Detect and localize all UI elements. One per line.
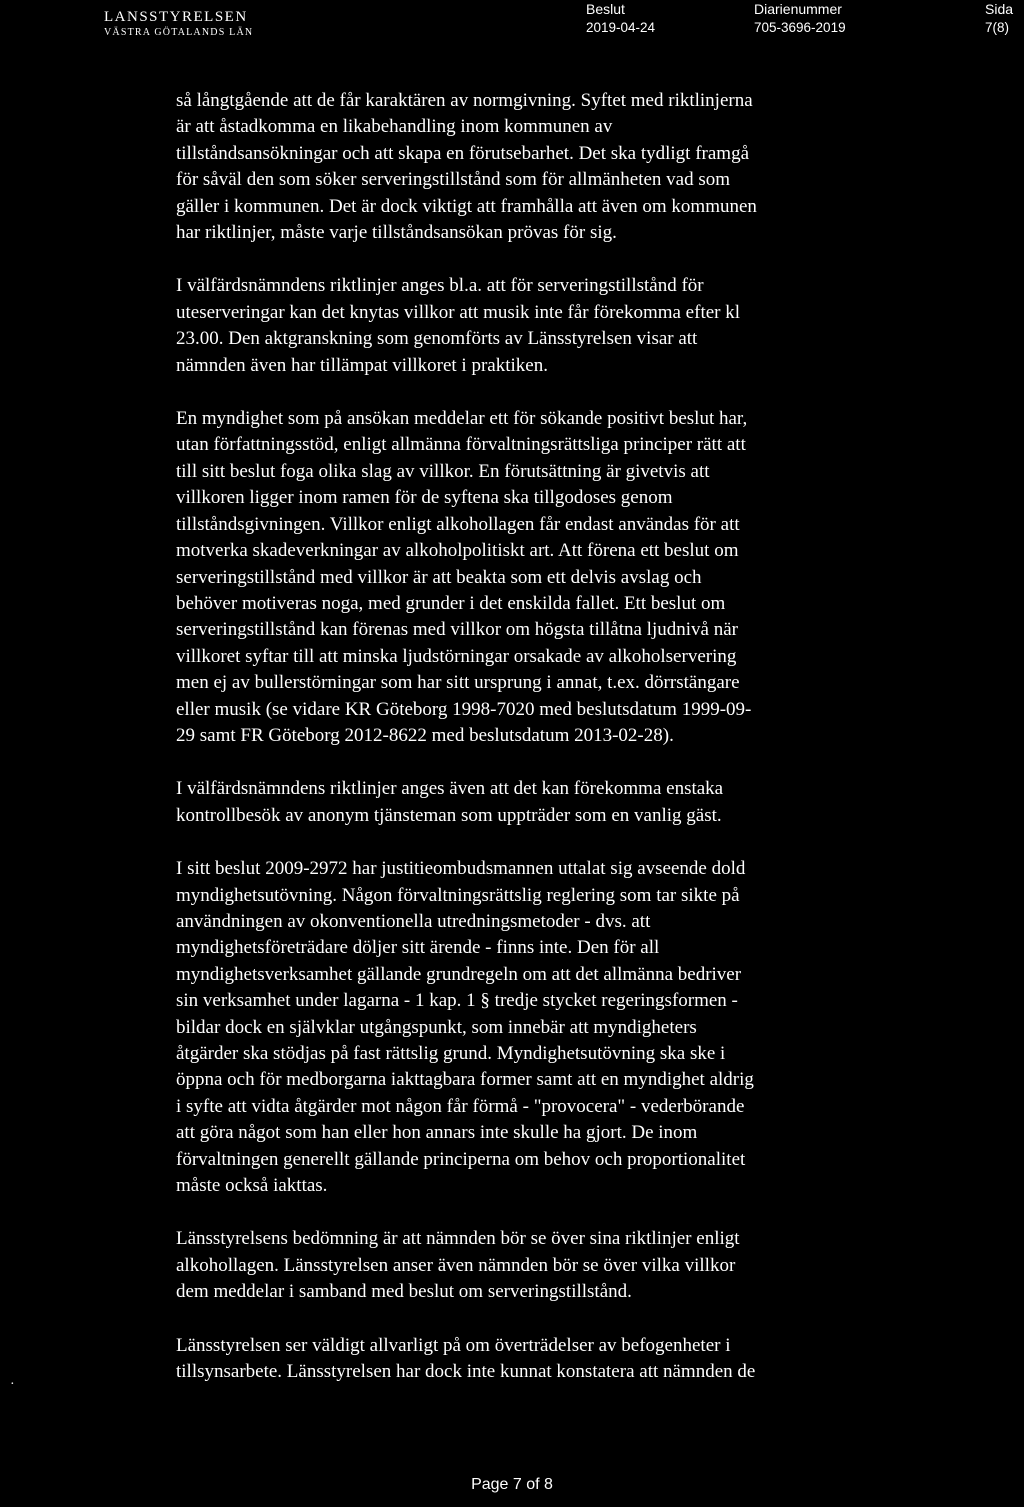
text-line: kontrollbesök av anonym tjänsteman som uppträder som en vanlig gäst. (176, 804, 722, 826)
diarienummer-value: 705-3696-2019 (754, 20, 846, 35)
text-line: 29 samt FR Göteborg 2012-8622 med beslutsdatum 2013-02-28). (176, 724, 674, 746)
text-line: att göra något som han eller hon annars inte skulle ha gjort. De inom (176, 1122, 698, 1144)
text-line: I sitt beslut 2009-2972 har justitieombudsmannen uttalat sig avseende dold (176, 858, 746, 880)
text-line: har riktlinjer, måste varje tillståndsansökan prövas för sig. (176, 222, 617, 244)
text-line: åtgärder ska stödjas på fast rättslig grund. Myndighetsutövning ska ske i (176, 1043, 726, 1064)
organization-name: LANSSTYRELSEN (104, 9, 248, 25)
text-line: alkohollagen. Länsstyrelsen anser även nämnden bör se över vilka villkor (176, 1254, 736, 1276)
paragraph (176, 1333, 906, 1386)
text-line: gäller i kommunen. Det är dock viktigt att framhålla att även om kommunen (176, 195, 757, 217)
text-line: är att åstadkomma en likabehandling inom kommunen av (176, 116, 613, 138)
diarienummer-label: Diarienummer (754, 1, 842, 17)
text-line: måste också iakttas. (176, 1175, 328, 1197)
text-line: villkoren ligger inom ramen för de syftena ska tillgodoses genom (176, 487, 673, 509)
organization-logo (104, 8, 253, 40)
text-line: tillståndsgivningen. Villkor enligt alkohollagen får endast användas för att (176, 513, 740, 535)
text-line: behöver motiveras noga, med grunder i det enskilda fallet. Ett beslut om (176, 592, 726, 614)
text-line: Länsstyrelsens bedömning är att nämnden bör se över sina riktlinjer enligt (176, 1228, 740, 1250)
paragraph (176, 776, 906, 829)
text-line: myndighetsverksamhet gällande grundregeln om att det allmänna bedriver (176, 963, 742, 985)
beslut-label: Beslut (586, 1, 625, 17)
header-beslut (586, 1, 655, 36)
text-line: uteserveringar kan det knytas villkor att musik inte får förekomma efter kl (176, 301, 741, 323)
text-line: En myndighet som på ansökan meddelar ett för sökande positivt beslut har, (176, 408, 748, 430)
text-line: Länsstyrelsen ser väldigt allvarligt på om överträdelser av befogenheter i (176, 1334, 731, 1356)
sida-value: 7(8) (985, 20, 1010, 35)
text-line: utan författningsstöd, enligt allmänna förvaltningsrättsliga principer rätt att (176, 434, 746, 456)
text-line: serveringstillstånd kan förenas med villkor om högsta tillåtna ljudnivå när (176, 619, 738, 641)
paragraph (176, 1226, 906, 1305)
header-sida (985, 1, 1013, 36)
text-line: men ej av bullerstörningar som har sitt ursprung i annat, t.ex. dörrstängare (176, 672, 740, 694)
sida-label: Sida (985, 1, 1014, 17)
text-line: myndighetsföreträdare döljer sitt ärende - finns inte. Den för all (176, 937, 660, 959)
paragraph (176, 406, 906, 749)
text-line: öppna och för medborgarna iakttagbara former samt att en myndighet aldrig (176, 1069, 754, 1091)
text-line: villkoret syftar till att minska ljudstörningar orsakade av alkoholservering (176, 645, 737, 667)
text-line: I välfärdsnämndens riktlinjer anges bl.a. att för serveringstillstånd för (176, 275, 704, 297)
text-line: tillsynsarbete. Länsstyrelsen har dock inte kunnat konstatera att nämnden de (176, 1361, 756, 1383)
text-line: dem meddelar i samband med beslut om serveringstillstånd. (176, 1281, 632, 1303)
text-line: bildar dock en självklar utgångspunkt, som innebär att myndigheters (176, 1016, 697, 1038)
page-footer: Page 7 of 8 (471, 1476, 553, 1493)
paragraph (176, 88, 906, 246)
text-line: I välfärdsnämndens riktlinjer anges även att det kan förekomma enstaka (176, 778, 724, 800)
text-line: motverka skadeverkningar av alkoholpolitiskt art. Att förena ett beslut om (176, 540, 739, 562)
text-line: sin verksamhet under lagarna - 1 kap. 1 § tredje stycket regeringsformen - (176, 990, 738, 1012)
text-line: nämnden även har tillämpat villkoret i praktiken. (176, 354, 548, 376)
paragraph (176, 273, 906, 379)
text-line: användningen av okonventionella utredningsmetoder - dvs. att (176, 910, 651, 932)
beslut-date: 2019-04-24 (586, 20, 656, 35)
text-line: serveringstillstånd med villkor är att beakta som ett delvis avslag och (176, 566, 702, 588)
text-line: så långtgående att de får karaktären av normgivning. Syftet med riktlinjerna (176, 90, 753, 111)
document-body (176, 88, 906, 1412)
text-line: till sitt beslut foga olika slag av villkor. En förutsättning är givetvis att (176, 460, 710, 482)
text-line: i syfte att vidta åtgärder mot någon får förmå - "provocera" - vederbörande (176, 1095, 745, 1117)
text-line: eller musik (se vidare KR Göteborg 1998-7020 med beslutsdatum 1999-09- (176, 698, 752, 720)
text-line: 23.00. Den aktgranskning som genomförts av Länsstyrelsen visar att (176, 328, 698, 350)
scan-speck: · (10, 1377, 15, 1392)
text-line: förvaltningen generellt gällande principerna om behov och proportionalitet (176, 1148, 746, 1170)
paragraph (176, 856, 906, 1199)
organization-subtitle: VÄSTRA GÖTALANDS LÄN (104, 27, 254, 38)
text-line: för såväl den som söker serveringstillstånd som för allmänheten vad som (176, 169, 731, 191)
header-diarienummer (754, 1, 846, 36)
text-line: myndighetsutövning. Någon förvaltningsrättslig reglering som tar sikte på (176, 884, 740, 906)
text-line: tillståndsansökningar och att skapa en förutsebarhet. Det ska tydligt framgå (176, 142, 750, 164)
